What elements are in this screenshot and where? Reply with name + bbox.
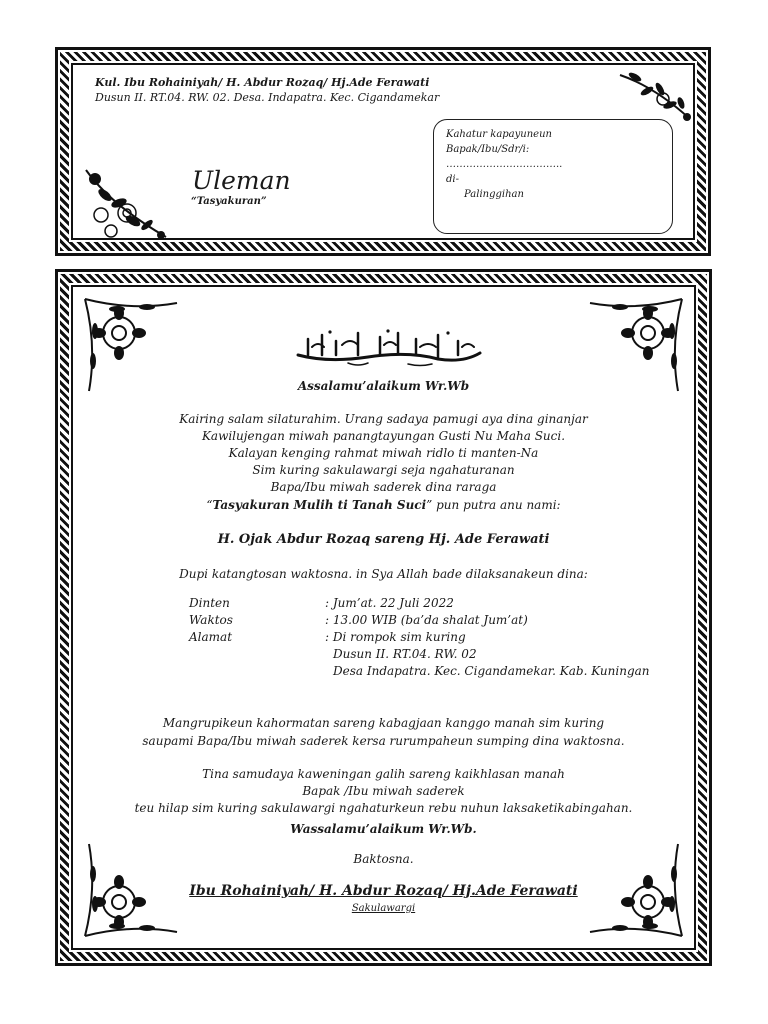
event-quote-close: ” (426, 498, 433, 512)
schedule-value-day: : Jum’at. 22 Juli 2022 (325, 596, 454, 610)
address-box-dots: …………………………….. (446, 159, 563, 170)
event-line (55, 498, 712, 512)
schedule-intro: Dupi katangtosan waktosna. in Sya Allah bade dilaksanakeun dina: (179, 567, 588, 581)
closing-greeting: Wassalamu’alaikum Wr.Wb. (290, 822, 477, 836)
sender-address: Dusun II. RT.04. RW. 02. Desa. Indapatra. Kec. Cigandamekar (95, 91, 440, 104)
address-box-line-1: Kahatur kapayuneun (446, 129, 552, 140)
intro-line-5: Bapa/Ibu miwah saderek dina raraga (270, 480, 497, 494)
regards: Baktosna. (353, 852, 414, 866)
basmalah-calligraphy-icon (288, 327, 488, 367)
invitation-card (55, 269, 712, 966)
honor-line-2: saupami Bapa/Ibu miwah saderek kersa rurumpaheun sumping dina waktosna. (142, 734, 625, 748)
recipient-address-box (433, 119, 673, 234)
honorees: H. Ojak Abdur Rozaq sareng Hj. Ade Ferawati (217, 532, 550, 547)
signature: Ibu Rohainiyah/ H. Abdur Rozaq/ Hj.Ade Ferawati (189, 883, 578, 899)
schedule-label-place: Alamat (189, 630, 233, 644)
address-line-2: Desa Indapatra. Kec. Cigandamekar. Kab. Kuningan (333, 664, 650, 678)
address-box-line-2: Bapak/Ibu/Sdr/i: (446, 144, 530, 155)
schedule-label-time: Waktos (189, 613, 233, 627)
intro-line-3: Kalayan kenging rahmat miwah ridlo ti manten-Na (228, 446, 539, 460)
envelope-title: Uleman (192, 166, 291, 195)
intro-line-2: Kawilujengan miwah panangtayungan Gusti Nu Maha Suci. (201, 429, 566, 443)
address-line-1: Dusun II. RT.04. RW. 02 (333, 647, 477, 661)
schedule-value-time: : 13.00 WIB (ba’da shalat Jum’at) (325, 613, 528, 627)
intro-line-1: Kairing salam silaturahim. Urang sadaya pamugi aya dina ginanjar (179, 412, 588, 426)
honor-line-1: Mangrupikeun kahormatan sareng kabagjaan kanggo manah sim kuring (162, 716, 605, 730)
event-suffix: pun putra anu nami: (432, 498, 561, 512)
intro-line-4: Sim kuring sakulawargi seja ngahaturanan (252, 463, 515, 477)
thanks-line-3: teu hilap sim kuring sakulawargi ngahaturkeun rebu nuhun laksaketikabingahan. (134, 801, 633, 815)
event-name: Tasyakuran Mulih ti Tanah Suci (212, 498, 427, 512)
envelope-card (55, 47, 711, 256)
floral-bouquet-icon (81, 165, 171, 245)
greeting: Assalamu’alaikum Wr.Wb (297, 379, 470, 393)
thanks-line-1: Tina samudaya kaweningan galih sareng kaikhlasan manah (202, 767, 565, 781)
envelope-subtitle: “Tasyakuran” (191, 196, 267, 207)
event-quote-open: “ (206, 498, 213, 512)
signature-role: Sakulawargi (351, 903, 416, 914)
thanks-line-2: Bapak /Ibu miwah saderek (302, 784, 465, 798)
schedule-value-place: : Di rompok sim kuring (325, 630, 466, 644)
address-box-line-4: Palinggihan (464, 189, 524, 200)
sender-name: Kul. Ibu Rohainiyah/ H. Abdur Rozaq/ Hj.Ade Ferawati (95, 76, 430, 89)
floral-ornament-icon (615, 67, 695, 127)
schedule-label-day: Dinten (189, 596, 230, 610)
address-box-line-3: di- (446, 174, 459, 185)
